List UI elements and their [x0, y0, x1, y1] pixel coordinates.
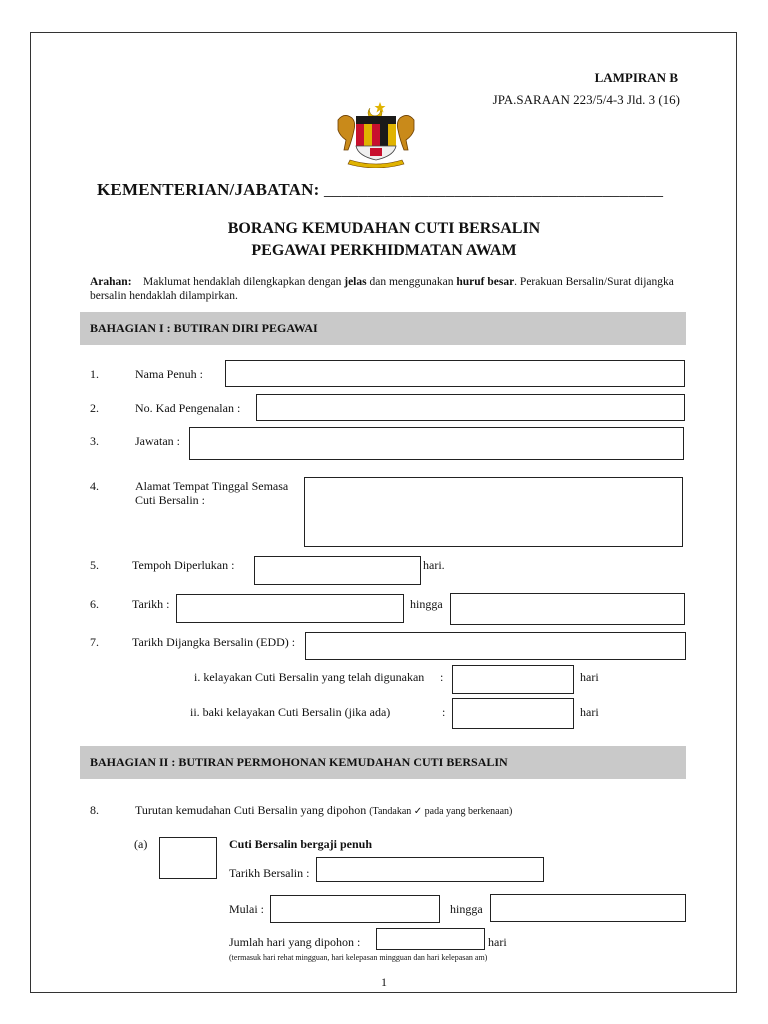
days-requested-input[interactable] [376, 928, 485, 950]
full-name-input[interactable] [225, 360, 685, 387]
option-a-letter: (a) [134, 837, 148, 851]
leave-balance-unit: hari [580, 705, 599, 719]
leave-balance-label: ii. baki kelayakan Cuti Bersalin (jika ada) [190, 705, 391, 719]
leave-used-colon: : [440, 670, 444, 684]
position-input[interactable] [189, 427, 684, 460]
form-title-line2: PEGAWAI PERKHIDMATAN AWAM [251, 242, 517, 259]
date-label: Tarikh : [132, 597, 170, 611]
leave-balance-colon: : [442, 705, 446, 719]
address-input[interactable] [304, 477, 683, 547]
leave-sequence-label [135, 803, 512, 818]
days-requested-label: Jumlah hari yang dipohon : [229, 935, 361, 949]
item-number: 5. [90, 558, 99, 572]
address-label: Alamat Tempat Tinggal Semasa [135, 479, 289, 493]
end-date-label: hingga [450, 902, 483, 916]
start-date-input[interactable] [270, 895, 440, 923]
edd-input[interactable] [305, 632, 686, 660]
address-label-line2: Cuti Bersalin : [135, 493, 205, 507]
form-title-line1: BORANG KEMUDAHAN CUTI BERSALIN [227, 220, 541, 237]
coat-of-arms-icon [330, 100, 422, 168]
item-number: 4. [90, 479, 99, 493]
instructions-text2: dan menggunakan [366, 276, 457, 288]
ministry-field [97, 180, 663, 200]
date-from-input[interactable] [176, 594, 404, 623]
leave-sequence-text: Turutan kemudahan Cuti Bersalin yang dipohon [135, 803, 370, 817]
page-number: 1 [381, 975, 387, 989]
instructions-text1: Maklumat hendaklah dilengkapkan dengan [143, 276, 345, 288]
birth-date-label: Tarikh Bersalin : [229, 866, 310, 880]
option-a-title: Cuti Bersalin bergaji penuh [229, 837, 373, 851]
full-name-label: Nama Penuh : [135, 367, 203, 381]
item-number: 2. [90, 401, 99, 415]
duration-unit: hari. [423, 558, 445, 572]
item-number: 1. [90, 367, 99, 381]
section2-header: BAHAGIAN II : BUTIRAN PERMOHONAN KEMUDAHAN CUTI BERSALIN [80, 746, 686, 779]
instructions-bold2: huruf besar [456, 276, 515, 288]
start-date-label: Mulai : [229, 902, 264, 916]
instructions-bold1: jelas [344, 276, 367, 288]
instructions-prefix: Arahan: [90, 276, 132, 288]
birth-date-input[interactable] [316, 857, 544, 882]
leave-balance-input[interactable] [452, 698, 574, 729]
leave-used-unit: hari [580, 670, 599, 684]
days-requested-note: (termasuk hari rehat mingguan, hari kelepasan mingguan dan hari kelepasan am) [229, 953, 488, 962]
edd-label: Tarikh Dijangka Bersalin (EDD) : [132, 635, 296, 649]
duration-label: Tempoh Diperlukan : [132, 558, 235, 572]
date-to-input[interactable] [450, 593, 685, 625]
ministry-label: KEMENTERIAN/JABATAN: [97, 180, 324, 199]
item-number: 3. [90, 434, 99, 448]
instructions [90, 275, 690, 303]
ministry-line: _______________________________________ [323, 180, 664, 199]
duration-input[interactable] [254, 556, 421, 585]
leave-sequence-note: (Tandakan ✓ pada yang berkenaan) [369, 806, 513, 817]
item-number: 7. [90, 635, 99, 649]
lampiran-label: LAMPIRAN B [594, 70, 678, 85]
item-number: 8. [90, 803, 99, 817]
end-date-input[interactable] [490, 894, 686, 922]
ic-number-label: No. Kad Pengenalan : [135, 401, 241, 415]
leave-used-label: i. kelayakan Cuti Bersalin yang telah digunakan [194, 670, 425, 684]
position-label: Jawatan : [135, 434, 180, 448]
option-a-checkbox[interactable] [159, 837, 217, 879]
item-number: 6. [90, 597, 99, 611]
leave-used-input[interactable] [452, 665, 574, 694]
section1-header: BAHAGIAN I : BUTIRAN DIRI PEGAWAI [80, 312, 686, 345]
reference-number: JPA.SARAAN 223/5/4-3 Jld. 3 (16) [492, 92, 680, 107]
date-until-label: hingga [410, 597, 443, 611]
instructions-text3: . Perakuan Bersalin/Surat dijangka bersalin hendaklah dilampirkan. [90, 276, 674, 302]
ic-number-input[interactable] [256, 394, 685, 421]
days-requested-unit: hari [488, 935, 507, 949]
